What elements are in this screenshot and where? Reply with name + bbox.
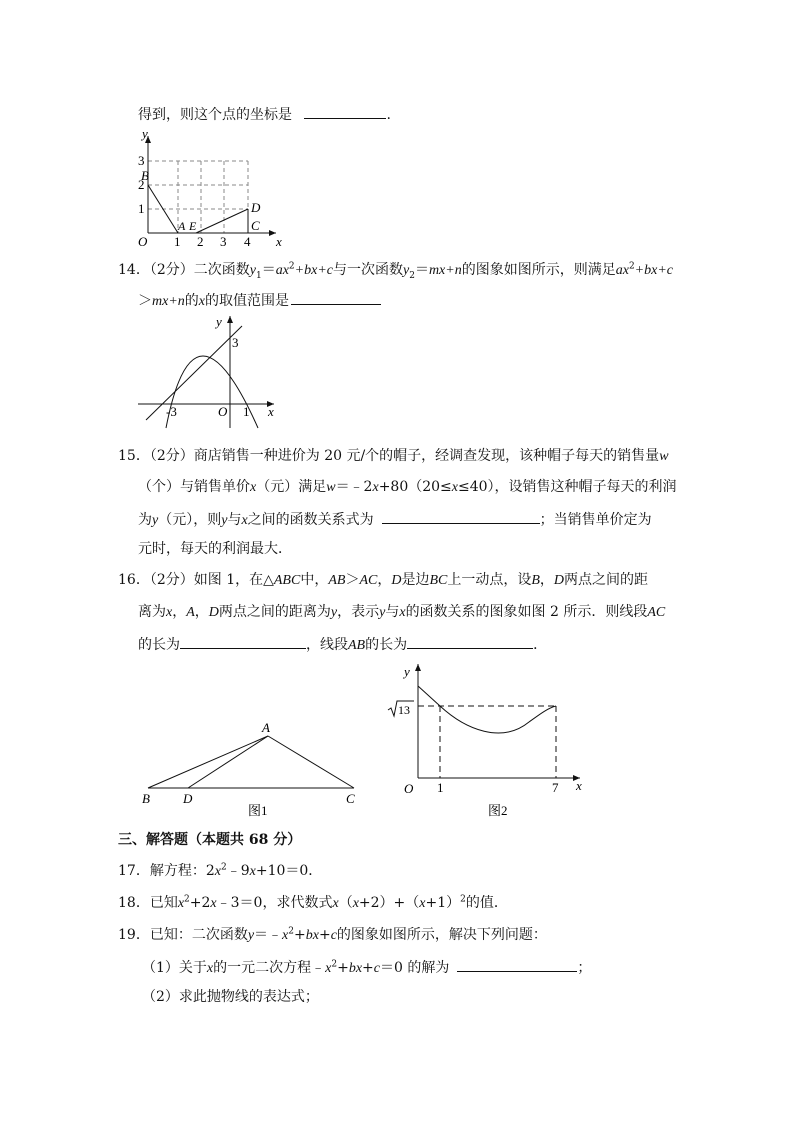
q16-fig2-origin: O xyxy=(404,781,414,796)
q16-fig1-a: A xyxy=(262,720,270,735)
q19-part2: （2）求此抛物线的表达式； xyxy=(142,989,319,1005)
q16-line2: 离为x，A，D两点之间的距离为y，表示y与x的函数关系的图象如图 2 所示．则线段AC xyxy=(138,604,666,620)
q13-x-arrow xyxy=(269,230,276,236)
q13-point-e: E xyxy=(189,219,197,233)
q15-line3: 为y（元），则y与x之间的函数关系式为 ；当销售单价定为 xyxy=(138,508,652,531)
q13-ytick-2: 2 xyxy=(138,177,145,192)
q15-line4: 元时，每天的利润最大． xyxy=(138,541,292,557)
q16-figure2 xyxy=(384,660,594,820)
q13-tail: 得到，则这个点的坐标是 . xyxy=(138,103,391,125)
q13-figure xyxy=(130,128,290,248)
q14-label-m3: -3 xyxy=(166,404,177,419)
q18: 18．已知$x^2+2x﹣3=0$，求代数式$x(x+2)+(x+1)^2$的值． xyxy=(118,894,508,911)
q13-segment-ba xyxy=(148,185,178,233)
q16-fig1-d: D xyxy=(183,791,193,806)
q13-xtick-4: 4 xyxy=(244,234,251,249)
q14-origin: O xyxy=(218,404,228,419)
q16-fig2-x-label: x xyxy=(576,778,582,793)
q14-label-3: 3 xyxy=(232,335,239,350)
q16-fig2-y-label: y xyxy=(404,664,410,679)
q16-fig1-b: B xyxy=(142,791,150,806)
q16-line1: 16．（2分）如图 1，在△ABC中，AB＞AC，D是边BC上一动点，设B，D两点之间的距 xyxy=(118,572,649,588)
q19-stem: 19．已知：二次函数$y=﹣x^2+bx+c$的图象如图所示，解决下列问题： xyxy=(118,926,547,943)
q13-ytick-1: 1 xyxy=(138,201,145,216)
q14-label-1: 1 xyxy=(243,404,250,419)
q14-line2: ＞mx+n的x的取值范围是 xyxy=(138,289,381,312)
q16-fig2-caption: 图2 xyxy=(488,803,508,818)
q13-origin: O xyxy=(138,234,148,249)
q13-xtick-1: 1 xyxy=(174,234,181,249)
q14-y-arrow xyxy=(227,316,233,323)
q16-fig1-caption: 图1 xyxy=(248,803,268,818)
q13-segment-ed xyxy=(196,209,248,233)
q15-function-blank[interactable] xyxy=(382,508,540,524)
q13-point-b: B xyxy=(141,168,149,183)
q16-segment-ac xyxy=(268,736,354,788)
q16-line3: 的长为 ，线段AB的长为 ． xyxy=(138,633,547,656)
q13-point-c: C xyxy=(251,218,260,233)
q13-point-a: A xyxy=(178,219,186,233)
q14-figure xyxy=(132,312,282,432)
q15-line1: 15．（2分）商店销售一种进价为 20 元/个的帽子，经调查发现，该种帽子每天的销售量w xyxy=(118,448,669,464)
q16-fig2-curve xyxy=(418,686,556,733)
q16-ac-blank[interactable] xyxy=(180,633,306,649)
q13-x-label: x xyxy=(276,234,282,249)
q16-segment-ad xyxy=(188,736,268,788)
q14-y-label: y xyxy=(216,314,222,329)
q16-figure1 xyxy=(136,718,376,818)
q15-line2: （个）与销售单价x（元）满足w＝﹣2x+80（20≤x≤40），设销售这种帽子每天的利润 xyxy=(138,479,677,495)
q19-part1: （1）关于x的一元二次方程$﹣x^2+bx+c=0$ 的解为 ； xyxy=(142,956,591,979)
q13-ytick-3: 3 xyxy=(138,153,145,168)
q16-ab-blank[interactable] xyxy=(407,633,533,649)
q14-x-label: x xyxy=(268,404,274,419)
q13-xtick-3: 3 xyxy=(220,234,227,249)
q13-xtick-2: 2 xyxy=(197,234,204,249)
q13-y-label: y xyxy=(142,126,148,141)
q13-grid xyxy=(148,161,248,233)
q16-fig2-tick1: 1 xyxy=(437,780,444,795)
section3-title: 三、解答题（本题共 68 分） xyxy=(118,832,302,848)
q16-fig2-y-arrow xyxy=(415,664,421,671)
q16-fig2-sqrt13: 13 xyxy=(398,703,410,717)
q14-answer-blank[interactable] xyxy=(291,289,381,305)
q16-segment-ab xyxy=(148,736,268,788)
q16-fig2-tick7: 7 xyxy=(552,780,559,795)
q13-answer-blank[interactable] xyxy=(304,103,386,119)
q14-line1: 14．（2分）二次函数$y_1=ax^2+bx+c$与一次函数$y_2=mx+n$的图象如图所示，则满足$ax^2+bx+c$ xyxy=(118,261,673,281)
q19-roots-blank[interactable] xyxy=(457,956,577,972)
q13-point-d: D xyxy=(251,200,261,215)
q17: 17．解方程：$2x^2﹣9x+10=0$． xyxy=(118,862,323,879)
q16-fig2-guides xyxy=(418,706,556,778)
q16-fig1-c: C xyxy=(346,791,355,806)
